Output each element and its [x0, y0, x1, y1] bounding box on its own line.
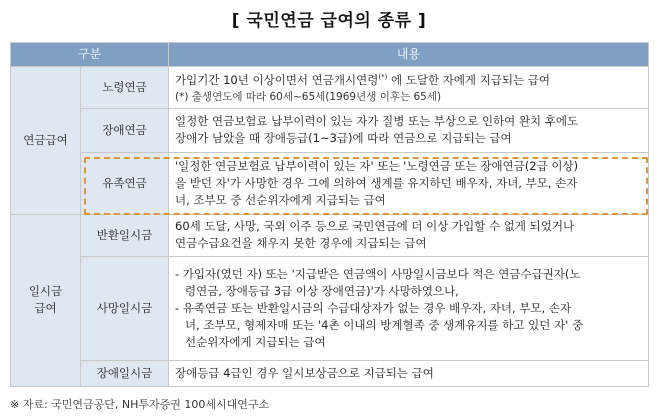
row-content-old-age	[169, 67, 649, 109]
lump-label-line2: 급여	[34, 301, 57, 316]
table-row	[11, 152, 649, 214]
row-name-old-age: 노령연금	[81, 67, 169, 109]
lump-label-line1: 일시금	[28, 284, 63, 299]
old-age-line1: 가입기간 10년 이상이면서 연금개시연령	[175, 72, 379, 87]
refund-line2: 연금수급요건을 채우지 못한 경우에 지급되는 급여	[175, 236, 427, 251]
disability-line1: 일정한 연금보험료 납부이력이 있는 자가 질병 또는 부상으로 인하여 완치 후에도	[175, 114, 579, 129]
row-name-survivor: 유족연금	[81, 152, 169, 214]
disability-line2: 장애가 남았을 때 장애등급(1~3급)에 따라 연금으로 지급되는 급여	[175, 131, 512, 146]
survivor-line3: 녀, 조부모 중 선순위자에게 지급되는 급여	[175, 192, 386, 207]
table-row	[11, 67, 649, 109]
survivor-line2: 을 받던 자'가 사망한 경우 그에 의하여 생계를 유지하던 배우자, 자녀, 부모, 손자	[175, 175, 578, 190]
old-age-note: (*) 출생연도에 따라 60세~65세(1969년생 이후는 65세)	[175, 90, 442, 103]
row-name-refund: 반환일시금	[81, 214, 169, 256]
table-header-row	[11, 43, 649, 67]
row-content-survivor	[169, 152, 649, 214]
group-pension: 연금급여	[11, 67, 81, 215]
row-content-disability-lump: 장애등급 4급인 경우 일시보상금으로 지급되는 급여	[169, 360, 649, 386]
death-b2-line2: 녀, 조부모, 형제자매 또는 '4촌 이내의 방계혈족 중 생계유지를 하고 있던 자' 중	[185, 317, 584, 332]
table-row	[11, 214, 649, 256]
source-note: ※ 자료: 국민연금공단, NH투자증권 100세시대연구소	[10, 398, 270, 411]
refund-line1: 60세 도달, 사망, 국외 이주 등으로 국민연금에 더 이상 가입할 수 없게 되었거나	[175, 219, 575, 234]
survivor-line1: '일정한 연금보험료 납부이력이 있는 자' 또는 '노령연금 또는 장애연금(2급 이상)	[175, 158, 579, 173]
page-title: [ 국민연금 급여의 종류 ]	[231, 11, 427, 31]
header-category: 구분	[11, 43, 169, 67]
row-content-disability	[169, 108, 649, 152]
table-row	[11, 256, 649, 360]
row-content-death	[169, 256, 649, 360]
row-name-death: 사망일시금	[81, 256, 169, 360]
group-lump-sum	[11, 214, 81, 386]
row-name-disability-lump: 장애일시금	[81, 360, 169, 386]
death-b1-line1: - 가입자(였던 자) 또는 '지급받은 연금액이 사망일시금보다 적은 연금수급권자(노	[175, 266, 581, 281]
table-row	[11, 360, 649, 386]
old-age-line1-end: 에 도달한 자에게 지급되는 급여	[387, 72, 551, 87]
row-content-refund	[169, 214, 649, 256]
death-b1-line2: 령연금, 장애등급 3급 이상 장애연금)'가 사망하였으나,	[185, 283, 459, 298]
death-b2-line1: - 유족연금 또는 반환일시금의 수급대상자가 없는 경우 배우자, 자녀, 부모, 손자	[175, 300, 572, 315]
table-row	[11, 108, 649, 152]
header-content: 내용	[169, 43, 649, 67]
death-b2-line3: 선순위자에게 지급되는 급여	[185, 334, 326, 349]
row-name-disability: 장애연금	[81, 108, 169, 152]
benefits-table	[10, 42, 649, 387]
old-age-sup: (*)	[378, 73, 388, 81]
